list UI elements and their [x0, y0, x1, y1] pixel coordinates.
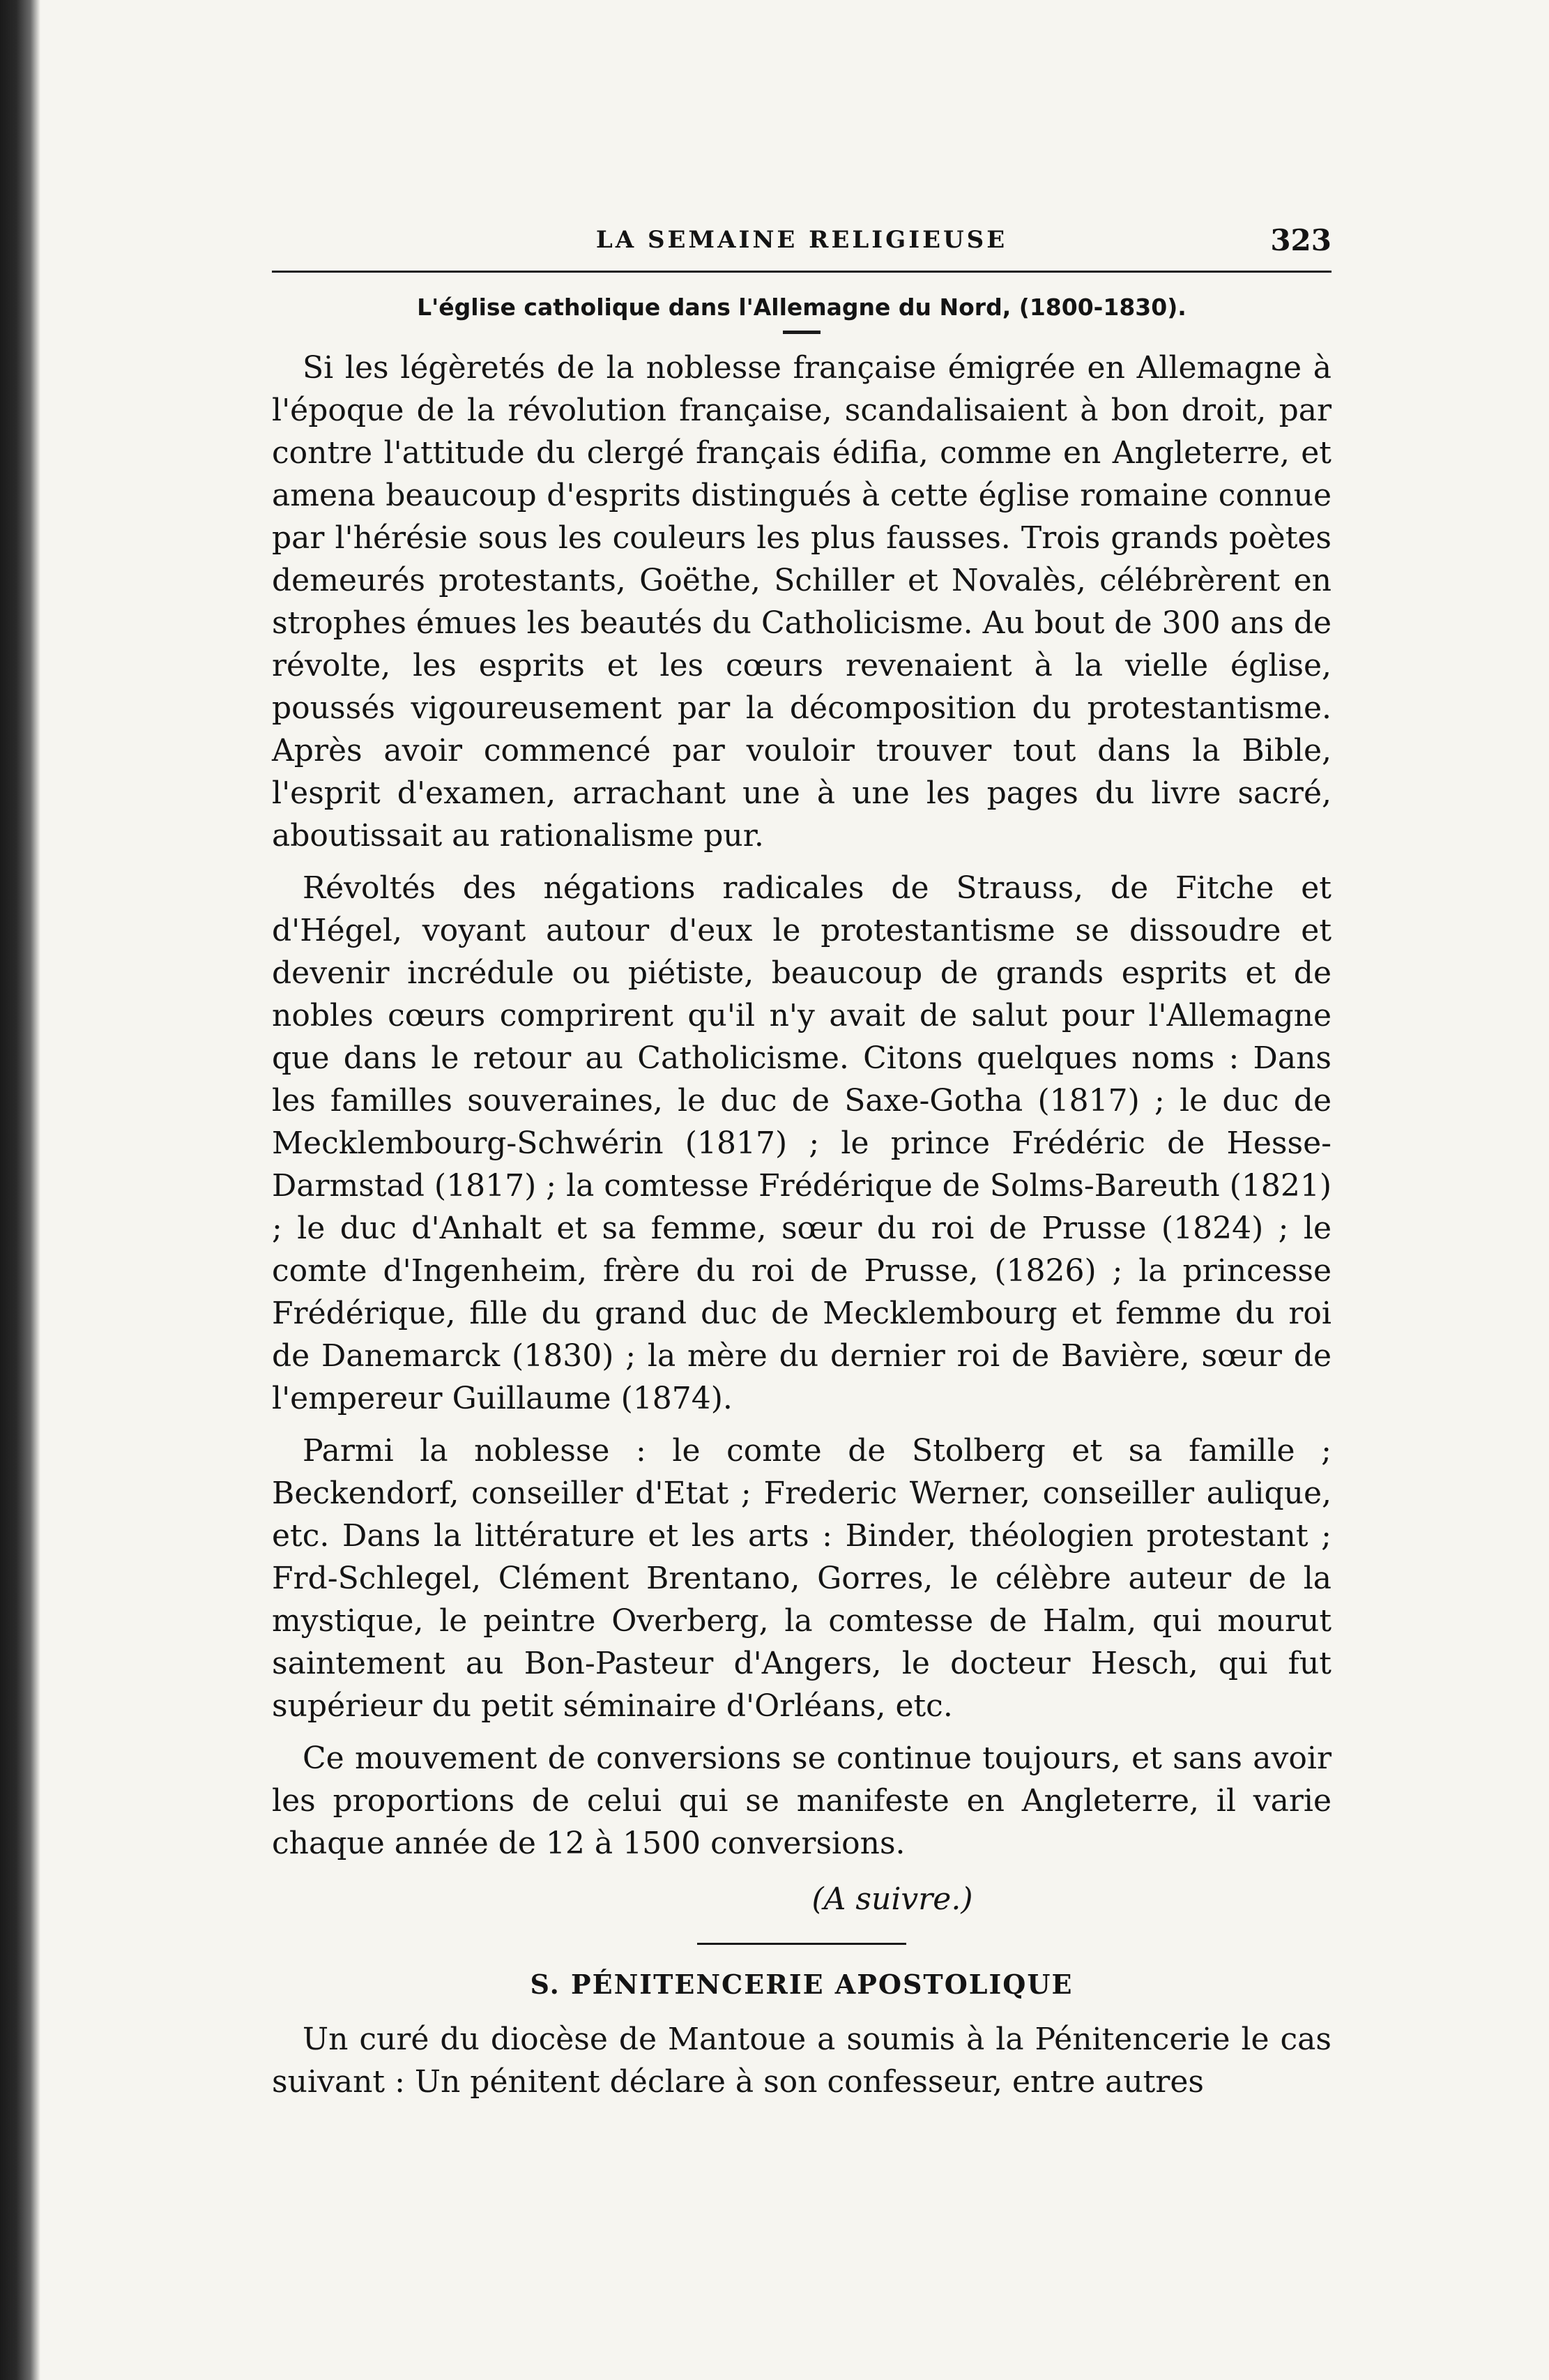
article-title: L'église catholique dans l'Allemagne du Nord, (1800-1830).	[417, 294, 1186, 321]
running-title: LA SEMAINE RELIGIEUSE	[595, 226, 1008, 254]
article-paragraph-3: Parmi la noblesse : le comte de Stolberg et sa famille ; Beckendorf, conseiller d'Etat ; Frederic Werner, conseiller aulique, etc. Dans la littérature et les arts : Binder, théologien protestant ; Frd-Schlegel, Clément Brentano, Gorres, le célèbre auteur de la mystique, le peintre Overberg, la comtesse de Halm, qui mourut saintement au Bon-Pasteur d'Angers, le docteur Hesch, qui fut supérieur du petit séminaire d'Orléans, etc.	[272, 1433, 1331, 1724]
page-number: 323	[1270, 223, 1331, 257]
binding-shadow	[0, 0, 40, 2380]
continuation-note: (A suivre.)	[811, 1881, 973, 1917]
section-paragraph: Un curé du diocèse de Mantoue a soumis à la Pénitencerie le cas suivant : Un pénitent déclare à son confesseur, entre autres	[272, 2022, 1331, 2100]
title-rule	[783, 331, 821, 334]
page	[272, 223, 1331, 2113]
section-title: S. PÉNITENCERIE APOSTOLIQUE	[530, 1969, 1074, 2000]
running-head	[272, 223, 1331, 265]
article-paragraph-4: Ce mouvement de conversions se continue toujours, et sans avoir les proportions de celui qui se manifeste en Angleterre, il varie chaque année de 12 à 1500 conversions.	[272, 1741, 1331, 1861]
article-paragraph-2: Révoltés des négations radicales de Strauss, de Fitche et d'Hégel, voyant autour d'eux le protestantisme se dissoudre et devenir incrédule ou piétiste, beaucoup de grands esprits et de nobles cœurs comprirent qu'il n'y avait de salut pour l'Allemagne que dans le retour au Catholicisme. Citons quelques noms : Dans les familles souveraines, le duc de Saxe-Gotha (1817) ; le duc de Mecklembourg-Schwérin (1817) ; le prince Frédéric de Hesse-Darmstad (1817) ; la comtesse Frédérique de Solms-Bareuth (1821) ; le duc d'Anhalt et sa femme, sœur du roi de Prusse (1824) ; le comte d'Ingenheim, frère du roi de Prusse, (1826) ; la princesse Frédérique, fille du grand duc de Mecklembourg et femme du roi de Danemarck (1830) ; la mère du dernier roi de Bavière, sœur de l'empereur Guillaume (1874).	[272, 870, 1331, 1416]
header-rule	[272, 271, 1331, 273]
section-rule	[697, 1943, 906, 1945]
article-paragraph-1: Si les légèretés de la noblesse française émigrée en Allemagne à l'époque de la révolution française, scandalisaient à bon droit, par contre l'attitude du clergé français édifia, comme en Angleterre, et amena beaucoup d'esprits distingués à cette église romaine connue par l'hérésie sous les couleurs les plus fausses. Trois grands poètes demeurés protestants, Goëthe, Schiller et Novalès, célébrèrent en strophes émues les beautés du Catholicisme. Au bout de 300 ans de révolte, les esprits et les cœurs revenaient à la vielle église, poussés vigoureusement par la décomposition du protestantisme. Après avoir commencé par vouloir trouver tout dans la Bible, l'esprit d'examen, arrachant une à une les pages du livre sacré, aboutissait au rationalisme pur.	[272, 350, 1331, 854]
